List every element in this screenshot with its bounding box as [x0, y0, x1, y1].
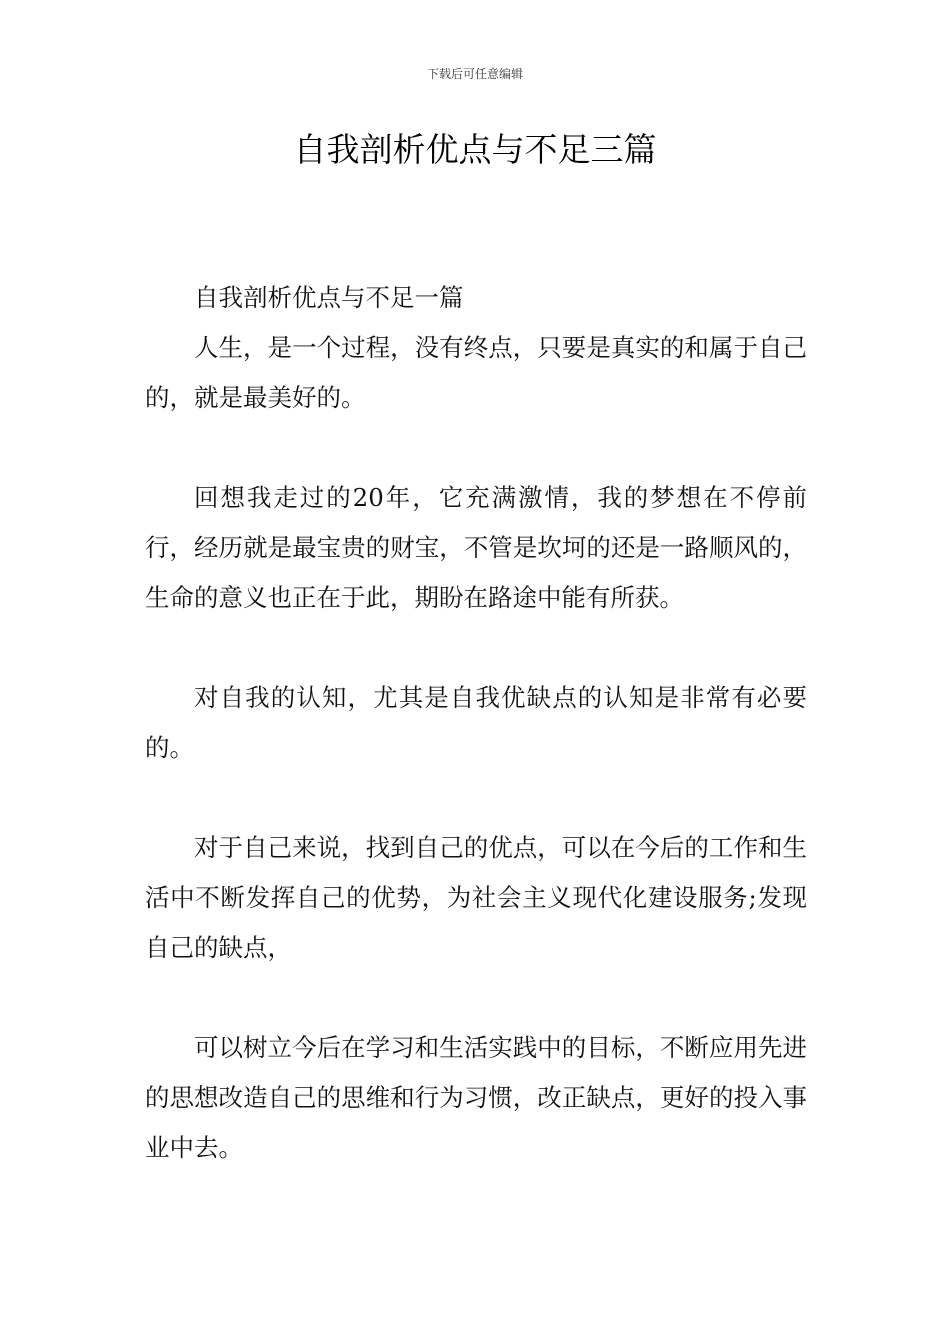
- document-body: [145, 273, 807, 1173]
- paragraph-4: 对于自己来说，找到自己的优点，可以在今后的工作和生活中不断发挥自己的优势，为社会主义现代化建设服务;发现自己的缺点，: [145, 833, 807, 962]
- section-heading: 自我剖析优点与不足一篇: [194, 283, 464, 312]
- paragraph-5: 可以树立今后在学习和生活实践中的目标，不断应用先进的思想改造自己的思维和行为习惯，改正缺点，更好的投入事业中去。: [145, 1033, 807, 1162]
- paragraph-spacer: [145, 773, 807, 823]
- paragraph-spacer: [145, 623, 807, 673]
- document-title: 自我剖析优点与不足三篇: [293, 130, 657, 169]
- paragraph-1: 人生，是一个过程，没有终点，只要是真实的和属于自己的，就是最美好的。: [145, 333, 807, 412]
- paragraph-3: 对自我的认知，尤其是自我优缺点的认知是非常有必要的。: [145, 683, 807, 762]
- paragraph-spacer: [145, 973, 807, 1023]
- page-header-note: 下载后可任意编辑: [426, 67, 523, 81]
- paragraph-spacer: [145, 423, 807, 473]
- paragraph-2: 回想我走过的20年，它充满激情，我的梦想在不停前行，经历就是最宝贵的财宝，不管是坎坷的还是一路顺风的，生命的意义也正在于此，期盼在路途中能有所获。: [145, 483, 807, 612]
